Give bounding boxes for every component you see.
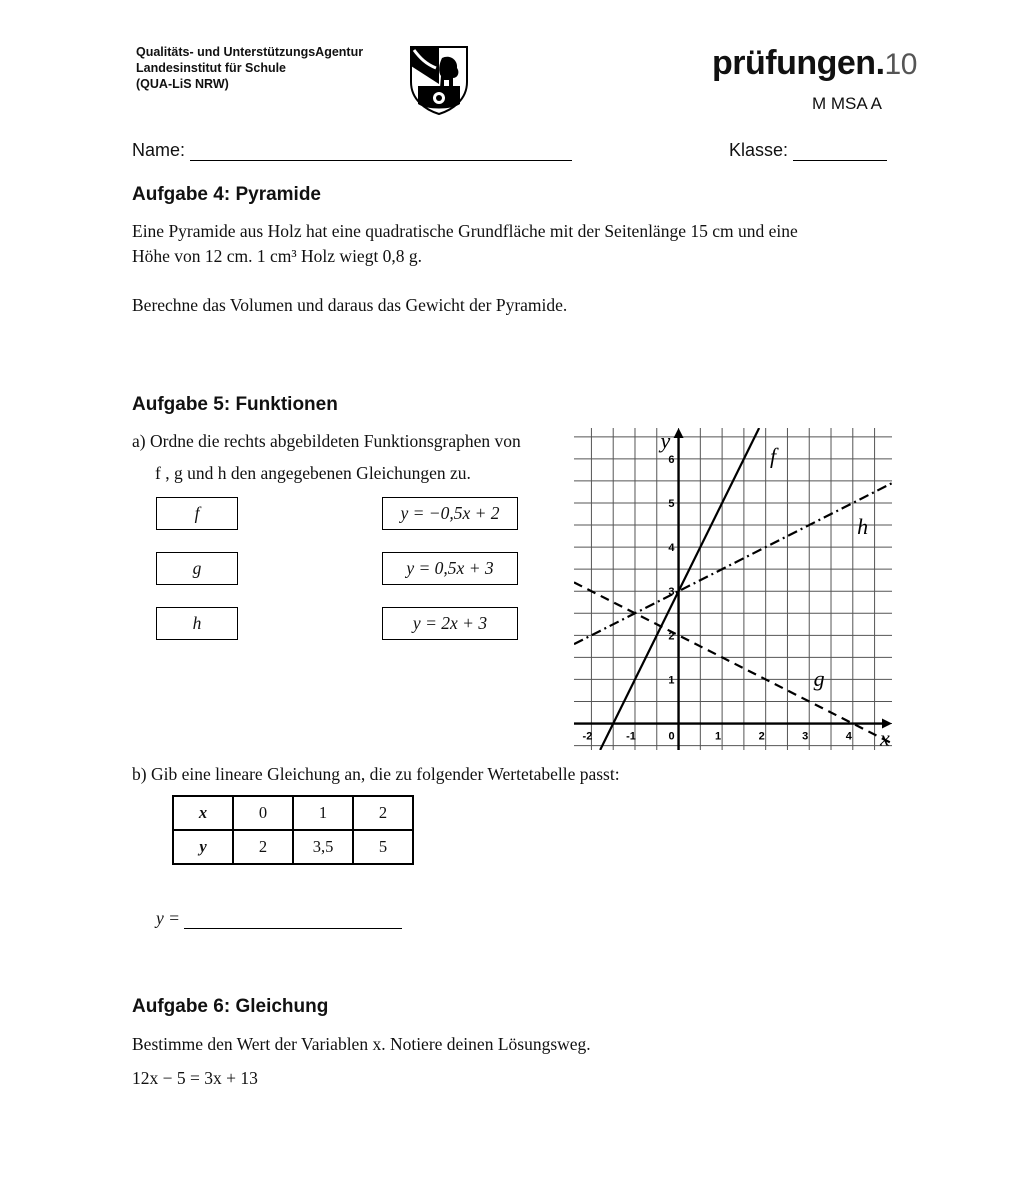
exam-level: M MSA A (812, 94, 882, 113)
task5a-line: Ordne die rechts abgebildeten Funktionsgraphen von (149, 431, 521, 451)
equation-box-1[interactable]: y = −0,5x + 2 (382, 497, 518, 530)
x-tick-label: 2 (758, 730, 765, 743)
table-cell: 0 (233, 796, 293, 830)
task4-text (132, 219, 892, 269)
function-name-box-f[interactable]: f (156, 497, 238, 530)
task5a-label: a) (132, 431, 146, 451)
y-tick-label: 4 (668, 542, 675, 555)
x-tick-label: -1 (626, 730, 636, 743)
value-table (172, 795, 414, 865)
task5b-text: Gib eine lineare Gleichung an, die zu folgender Wertetabelle passt: (150, 764, 620, 784)
organization-block (136, 44, 363, 92)
task4-text-line: Höhe von 12 cm. 1 cm³ Holz wiegt 0,8 g. (132, 246, 423, 266)
brand-suffix: 10 (884, 48, 917, 81)
task5b-answer-field[interactable] (156, 908, 402, 929)
y-tick-label: 1 (668, 674, 675, 687)
y-axis-arrow (674, 428, 684, 438)
function-label-h: h (857, 513, 869, 539)
table-cell: 1 (293, 796, 353, 830)
answer-prefix: y = (156, 908, 180, 928)
table-cell: 2 (233, 830, 293, 864)
y-axis-label: y (660, 428, 671, 453)
function-line-g (574, 582, 892, 743)
answer-line[interactable] (184, 912, 402, 929)
x-axis-label: x (880, 725, 890, 750)
name-field[interactable] (132, 140, 572, 161)
equation-box-3[interactable]: y = 2x + 3 (382, 607, 518, 640)
function-graph (574, 428, 892, 750)
name-answer-line[interactable] (190, 142, 572, 161)
function-label-g: g (813, 666, 825, 692)
x-tick-label: 4 (845, 730, 852, 743)
task5b-prompt (132, 762, 620, 787)
function-line-h (574, 483, 892, 644)
function-name-box-h[interactable]: h (156, 607, 238, 640)
x-tick-label: 1 (715, 730, 722, 743)
org-line: Landesinstitut für Schule (136, 61, 287, 75)
task5-title: Aufgabe 5: Funktionen (132, 394, 338, 415)
x-tick-label: 3 (802, 730, 809, 743)
class-answer-line[interactable] (793, 142, 887, 161)
y-tick-label: 2 (668, 630, 675, 643)
task5a-line: f , g und h den angegebenen Gleichungen zu. (155, 463, 471, 483)
name-label: Name: (132, 140, 186, 160)
task6-title: Aufgabe 6: Gleichung (132, 996, 329, 1017)
function-label-f: f (770, 443, 777, 469)
org-line: Qualitäts- und UnterstützungsAgentur (136, 45, 364, 59)
task5a-prompt (132, 429, 521, 486)
org-line: (QUA-LiS NRW) (136, 77, 229, 91)
equation-box-2[interactable]: y = 0,5x + 3 (382, 552, 518, 585)
table-cell: 3,5 (293, 830, 353, 864)
task4-title: Aufgabe 4: Pyramide (132, 184, 321, 205)
table-row (173, 796, 413, 830)
table-cell: 5 (353, 830, 413, 864)
task5b-label: b) (132, 764, 147, 784)
task6-equation: 12x − 5 = 3x + 13 (132, 1068, 258, 1088)
y-tick-label: 5 (668, 497, 675, 510)
task6-text: Bestimme den Wert der Variablen x. Notiere deinen Lösungsweg. (132, 1034, 591, 1054)
class-field[interactable] (729, 140, 887, 161)
task4-text-line: Eine Pyramide aus Holz hat eine quadratische Grundfläche mit der Seitenlänge 15 cm und eine (132, 221, 798, 241)
table-cell: x (173, 796, 233, 830)
x-tick-label: 0 (668, 730, 675, 743)
class-label: Klasse: (729, 140, 789, 160)
brand-main: prüfungen. (712, 44, 885, 82)
table-cell: 2 (353, 796, 413, 830)
brand-logo (712, 44, 917, 83)
task4-question: Berechne das Volumen und daraus das Gewicht der Pyramide. (132, 295, 568, 315)
y-tick-label: 6 (668, 453, 675, 466)
x-tick-label: -2 (582, 730, 593, 743)
table-row (173, 830, 413, 864)
table-cell: y (173, 830, 233, 864)
coat-of-arms-logo (408, 44, 470, 116)
function-name-box-g[interactable]: g (156, 552, 238, 585)
y-tick-label: 3 (668, 586, 675, 599)
